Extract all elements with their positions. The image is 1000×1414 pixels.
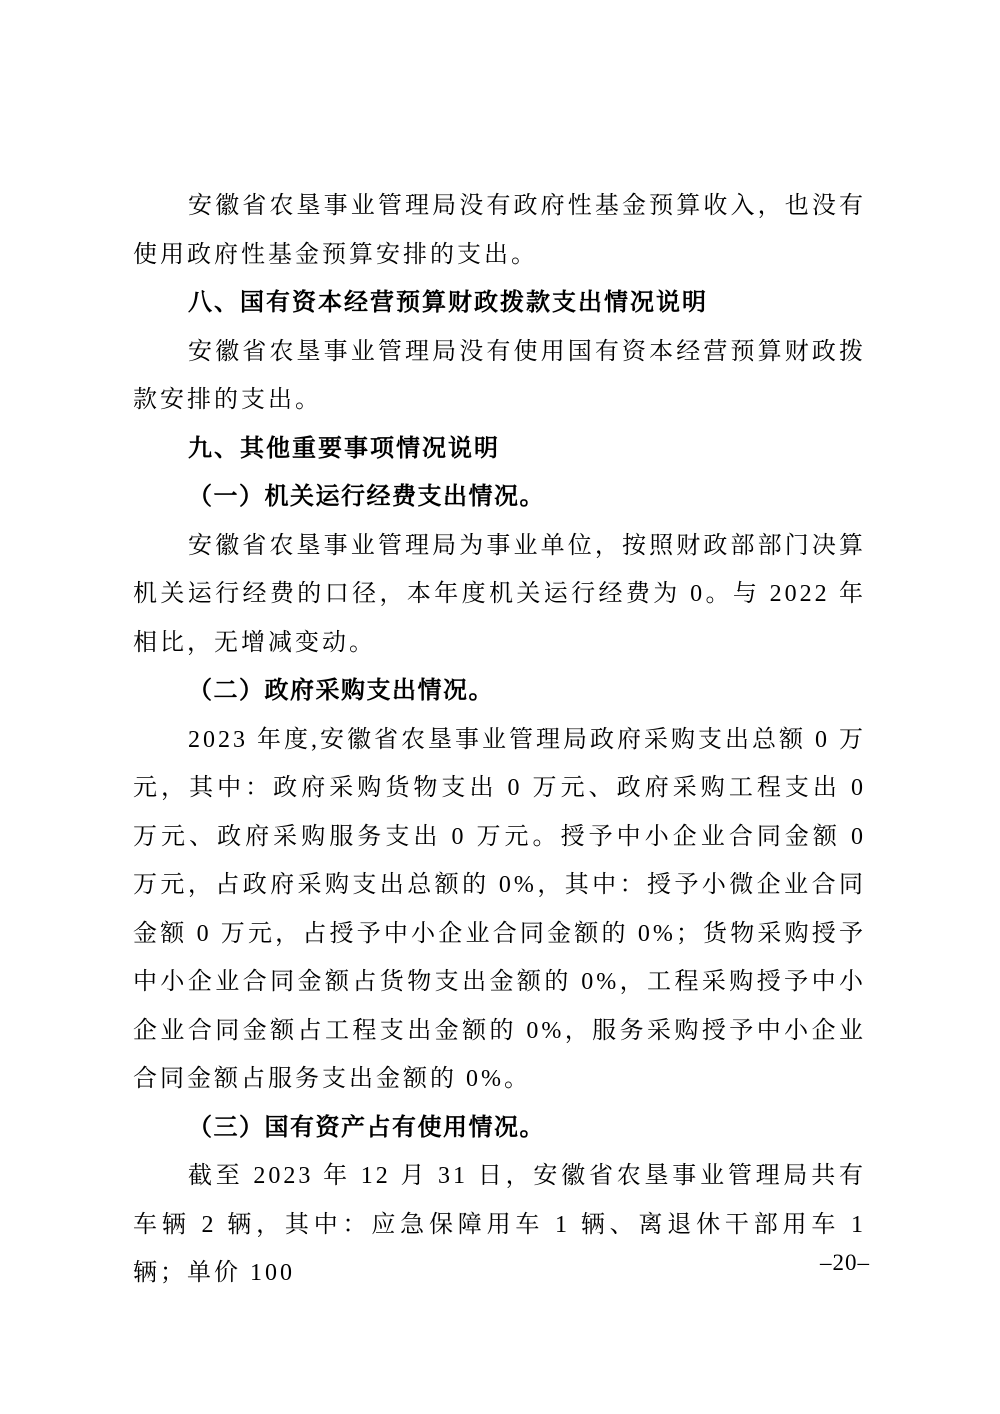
- document-body: [133, 182, 866, 1298]
- paragraph-operating-expenses: 安徽省农垦事业管理局为事业单位，按照财政部部门决算机关运行经费的口径，本年度机关运行经费为 0。与 2022 年相比，无增减变动。: [133, 532, 866, 656]
- subsection-heading-1-operating-expenses: （一）机关运行经费支出情况。: [188, 483, 545, 510]
- paragraph-state-capital-budget: 安徽省农垦事业管理局没有使用国有资本经营预算财政拨款安排的支出。: [133, 338, 866, 413]
- section-heading-9-other-important-matters: 九、其他重要事项情况说明: [188, 434, 500, 462]
- paragraph-government-procurement: 2023 年度,安徽省农垦事业管理局政府采购支出总额 0 万元，其中：政府采购货物支出 0 万元、政府采购工程支出 0 万元、政府采购服务支出 0 万元。授予中小企业合同金额 0 万元，占政府采购支出总额的 0%，其中：授予小微企业合同金额 0 万元，占授予中小企业合同金额的 0%；货物采购授予中小企业合同金额占货物支出金额的 0%，工程采购授予中小企业合同金额占工程支出金额的 0%，服务采购授予中小企业合同金额占服务支出金额的 0%。: [133, 726, 866, 1092]
- paragraph-state-assets-usage: 截至 2023 年 12 月 31 日，安徽省农垦事业管理局共有车辆 2 辆，其中：应急保障用车 1 辆、离退休干部用车 1 辆；单价 100: [133, 1163, 866, 1286]
- section-heading-8-state-capital-budget: 八、国有资本经营预算财政拨款支出情况说明: [188, 289, 708, 316]
- subsection-heading-2-government-procurement: （二）政府采购支出情况。: [188, 677, 494, 704]
- page-number: –20–: [820, 1250, 870, 1275]
- subsection-heading-3-state-assets-usage: （三）国有资产占有使用情况。: [188, 1113, 545, 1141]
- paragraph-government-fund-budget: 安徽省农垦事业管理局没有政府性基金预算收入，也没有使用政府性基金预算安排的支出。: [133, 193, 866, 268]
